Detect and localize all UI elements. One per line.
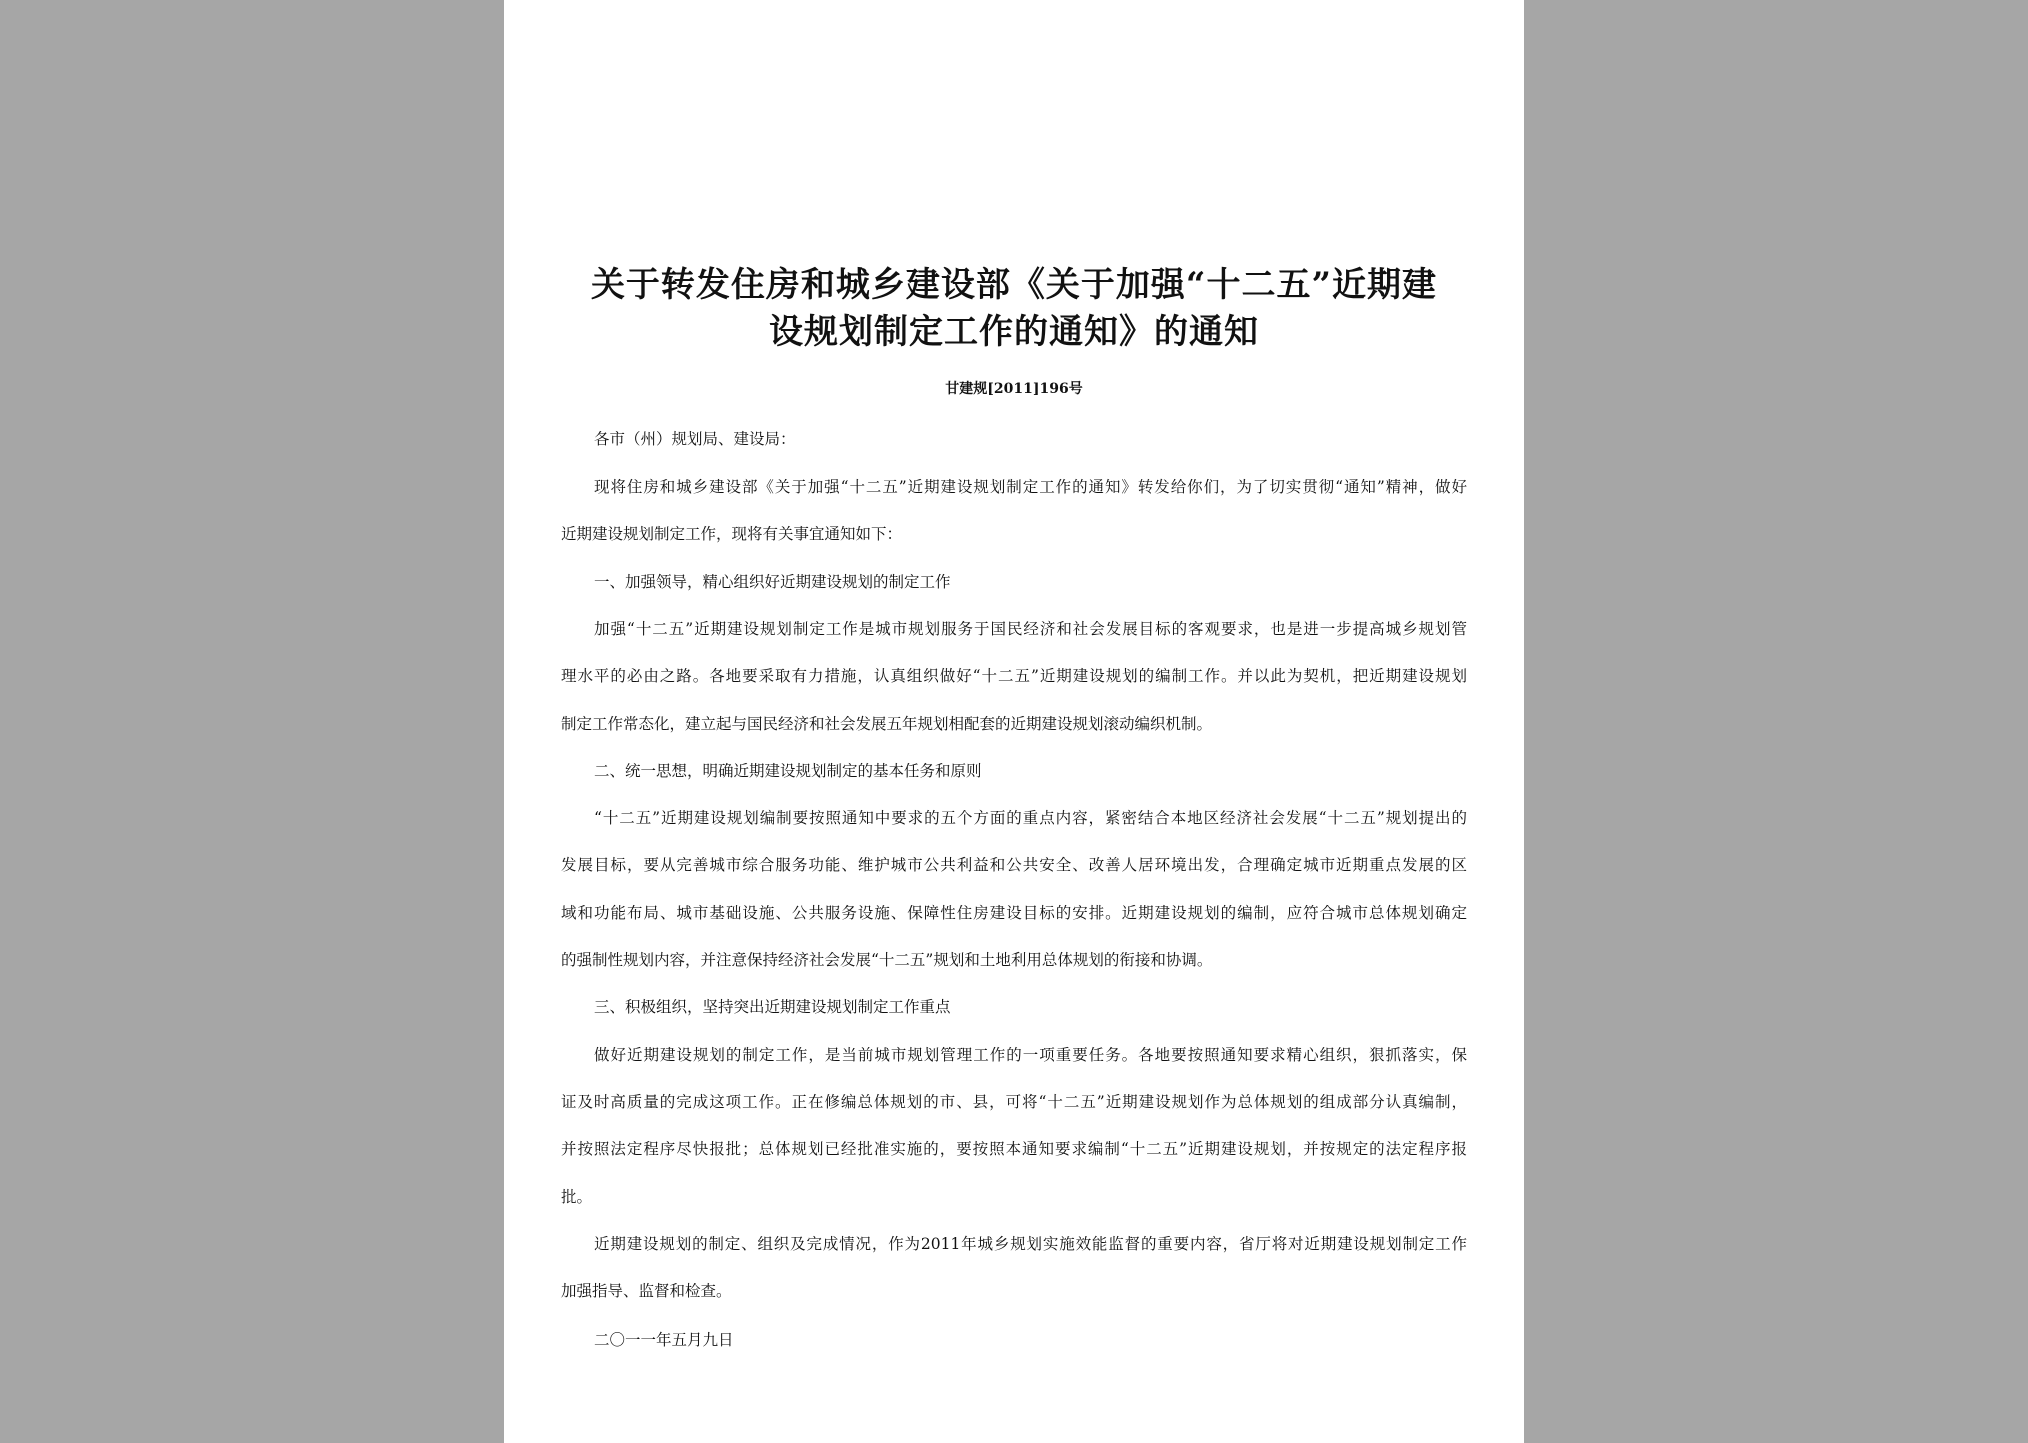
section-heading-1: 一、加强领导，精心组织好近期建设规划的制定工作: [594, 573, 951, 591]
body-line: 加强指导、监督和检查。: [561, 1282, 732, 1300]
body-line: 批。: [561, 1188, 593, 1206]
section-heading-2: 二、统一思想，明确近期建设规划制定的基本任务和原则: [594, 762, 982, 780]
addressee: 各市（州）规划局、建设局：: [594, 430, 796, 448]
body-line: 发展目标，要从完善城市综合服务功能、维护城市公共利益和公共安全、改善人居环境出发，合理确定城市近期重点发展的区: [561, 856, 1467, 874]
body-line: 证及时高质量的完成这项工作。正在修编总体规划的市、县，可将“十二五”近期建设规划作为总体规划的组成部分认真编制，: [561, 1093, 1467, 1111]
body-line: 域和功能布局、城市基础设施、公共服务设施、保障性住房建设目标的安排。近期建设规划的编制，应符合城市总体规划确定: [561, 904, 1467, 922]
body-line: 近期建设规划制定工作，现将有关事宜通知如下：: [561, 525, 903, 543]
body-line: 理水平的必由之路。各地要采取有力措施，认真组织做好“十二五”近期建设规划的编制工作。并以此为契机，把近期建设规划: [561, 667, 1467, 685]
body-line: 加强“十二五”近期建设规划制定工作是城市规划服务于国民经济和社会发展目标的客观要求，也是进一步提高城乡规划管: [594, 620, 1467, 638]
body-line: 近期建设规划的制定、组织及完成情况，作为2011年城乡规划实施效能监督的重要内容，省厅将对近期建设规划制定工作: [594, 1235, 1467, 1253]
section-heading-3: 三、积极组织，坚持突出近期建设规划制定工作重点: [594, 998, 951, 1016]
body-line: 现将住房和城乡建设部《关于加强“十二五”近期建设规划制定工作的通知》转发给你们，为了切实贯彻“通知”精神，做好: [594, 478, 1467, 496]
body-line: “十二五”近期建设规划编制要按照通知中要求的五个方面的重点内容，紧密结合本地区经济社会发展“十二五”规划提出的: [594, 809, 1467, 827]
document-page: [504, 0, 1524, 1443]
body-line: 的强制性规划内容，并注意保持经济社会发展“十二五”规划和土地利用总体规划的衔接和协调。: [561, 951, 1213, 969]
body-line: 并按照法定程序尽快报批；总体规划已经批准实施的，要按照本通知要求编制“十二五”近期建设规划，并按规定的法定程序报: [561, 1140, 1467, 1158]
document-title-line-1: 关于转发住房和城乡建设部《关于加强“十二五”近期建: [590, 265, 1438, 305]
body-line: 制定工作常态化，建立起与国民经济和社会发展五年规划相配套的近期建设规划滚动编织机制。: [561, 715, 1213, 733]
document-date: 二〇一一年五月九日: [594, 1331, 734, 1349]
body-line: 做好近期建设规划的制定工作，是当前城市规划管理工作的一项重要任务。各地要按照通知要求精心组织，狠抓落实，保: [594, 1046, 1467, 1064]
document-title-line-2: 设规划制定工作的通知》的通知: [769, 312, 1259, 352]
document-number: 甘建规[2011]196号: [945, 381, 1083, 397]
